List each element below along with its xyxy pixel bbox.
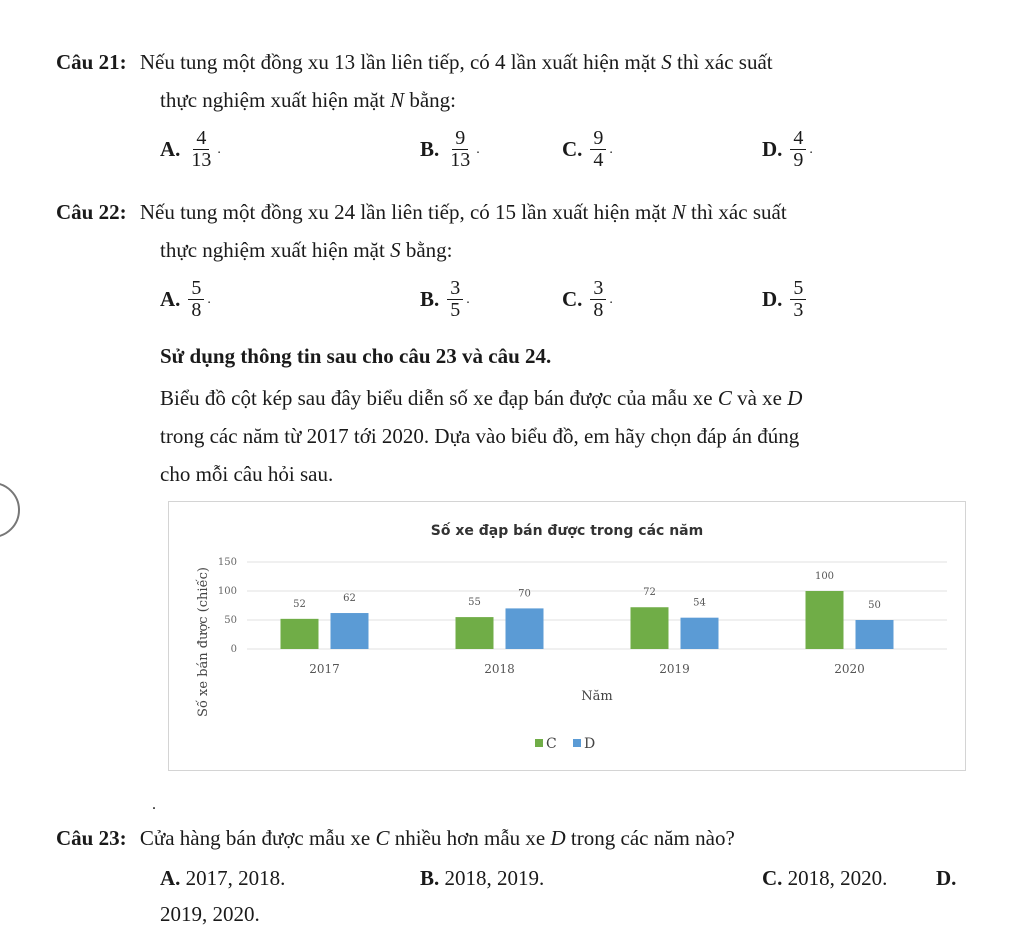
q22-text-end: thì xác suất <box>691 200 787 224</box>
q21-text2: thực nghiệm xuất hiện mặt <box>160 88 385 112</box>
option-label: A. <box>160 866 181 890</box>
q21-option-c[interactable]: C. $\frac{9}{4}$ . <box>562 127 613 171</box>
denominator: 9 <box>793 149 804 171</box>
option-label: B. <box>420 287 440 311</box>
q22-option-c[interactable]: C. $\frac{3}{8}$ . <box>562 277 613 321</box>
q21-text: Nếu tung một đồng xu 13 lần liên tiếp, có 4 lần xuất hiện mặt <box>139 50 656 74</box>
option-text: 2017, 2018. <box>185 866 286 890</box>
numerator: 9 <box>452 128 468 150</box>
info-var-d: D <box>787 386 803 410</box>
data-label: 52 <box>293 598 306 610</box>
chart-title: Số xe đạp bán được trong các năm <box>430 523 704 539</box>
category-label: 2017 <box>309 662 340 676</box>
legend-swatch-C <box>535 739 543 747</box>
q22-line2 <box>160 238 452 263</box>
y-tick-label: 50 <box>224 615 237 626</box>
x-categories <box>309 662 865 676</box>
fraction <box>447 278 463 321</box>
q22-text2-end: bằng: <box>405 238 453 262</box>
legend-swatch-D <box>573 739 581 747</box>
fraction <box>447 128 473 171</box>
option-label: C. <box>762 866 783 890</box>
option-label: D. <box>762 287 783 311</box>
y-ticks <box>218 557 237 655</box>
q21-option-d[interactable]: D. $\frac{4}{9}$ . <box>762 127 813 171</box>
denominator: 13 <box>450 149 471 171</box>
q23-text2: nhiều hơn mẫu xe <box>394 826 546 850</box>
info-line1 <box>160 386 802 411</box>
fraction <box>590 128 606 171</box>
q21-number: Câu 21: <box>56 50 127 74</box>
fraction <box>188 128 214 171</box>
info-line3: cho mỗi câu hỏi sau. <box>160 462 334 486</box>
q23-option-c[interactable] <box>762 866 887 891</box>
data-label: 100 <box>814 571 835 582</box>
denominator: 5 <box>450 299 461 321</box>
data-label: 55 <box>468 597 481 609</box>
bar-D-2017 <box>331 613 369 649</box>
numerator: 4 <box>193 128 209 150</box>
option-label: A. <box>160 137 181 161</box>
q22-option-b[interactable]: B. $\frac{3}{5}$ . <box>420 277 470 321</box>
q21-option-a[interactable]: A. $\frac{4}{13}$ . <box>160 127 221 171</box>
numerator: 5 <box>790 278 806 300</box>
fraction <box>790 128 806 171</box>
category-label: 2019 <box>659 662 690 676</box>
y-tick-label: 0 <box>230 644 237 655</box>
option-label: C. <box>562 287 583 311</box>
q22-line1 <box>56 200 787 225</box>
q23-var-c: C <box>375 826 390 850</box>
data-label: 62 <box>343 593 356 605</box>
info-text1b: và xe <box>737 386 782 410</box>
category-label: 2020 <box>834 662 865 676</box>
decorative-circle <box>0 482 20 538</box>
option-label: D. <box>762 137 783 161</box>
data-label: 54 <box>693 597 706 609</box>
q23-option-d-label[interactable]: D. <box>936 866 957 890</box>
legend-label-D: D <box>584 736 596 752</box>
bar-C-2019 <box>631 607 669 649</box>
q22-option-a[interactable]: A. $\frac{5}{8}$ . <box>160 277 211 321</box>
fraction <box>188 278 204 321</box>
bar-C-2020 <box>806 591 844 649</box>
category-label: 2018 <box>484 662 515 676</box>
q22-var-n: N <box>671 200 686 224</box>
info-line2: trong các năm từ 2017 tới 2020. Dựa vào biểu đồ, em hãy chọn đáp án đúng <box>160 424 800 448</box>
option-text: 2018, 2019. <box>444 866 545 890</box>
q23-option-a[interactable] <box>160 866 285 891</box>
q21-option-b[interactable]: B. $\frac{9}{13}$ . <box>420 127 480 171</box>
q23-text3: trong các năm nào? <box>570 826 735 850</box>
x-axis-label: Năm <box>581 689 613 704</box>
option-text: 2018, 2020. <box>787 866 888 890</box>
denominator: 8 <box>191 299 202 321</box>
numerator: 9 <box>590 128 606 150</box>
bar-C-2017 <box>281 619 319 649</box>
y-tick-label: 150 <box>217 557 237 568</box>
bar-D-2019 <box>681 618 719 649</box>
chart-container <box>168 501 966 771</box>
fraction <box>790 278 806 321</box>
bar-D-2020 <box>856 620 894 649</box>
q22-text: Nếu tung một đồng xu 24 lần liên tiếp, có 15 lần xuất hiện mặt <box>139 200 667 224</box>
q22-var-s: S <box>390 238 401 262</box>
legend-label-C: C <box>546 736 557 752</box>
stray-mark: . <box>152 796 156 813</box>
q23-text: Cửa hàng bán được mẫu xe <box>139 826 371 850</box>
q22-number: Câu 22: <box>56 200 127 224</box>
numerator: 3 <box>590 278 606 300</box>
numerator: 3 <box>447 278 463 300</box>
q23-option-d-text[interactable]: 2019, 2020. <box>160 902 260 926</box>
info-text1: Biểu đồ cột kép sau đây biểu diễn số xe đạp bán được của mẫu xe <box>160 386 713 410</box>
data-label: 70 <box>518 588 531 600</box>
q21-var-n: N <box>390 88 405 112</box>
denominator: 8 <box>593 299 604 321</box>
info-heading: Sử dụng thông tin sau cho câu 23 và câu 24. <box>160 344 552 368</box>
q23-line1 <box>56 826 735 851</box>
denominator: 4 <box>593 149 604 171</box>
q22-option-d[interactable] <box>762 278 806 321</box>
q21-line2 <box>160 88 456 113</box>
data-label: 72 <box>643 587 656 599</box>
option-label: B. <box>420 137 440 161</box>
bar-chart <box>169 502 965 770</box>
y-tick-label: 100 <box>217 586 237 597</box>
option-label: A. <box>160 287 181 311</box>
q21-var-s: S <box>661 50 672 74</box>
fraction <box>590 278 606 321</box>
bar-D-2018 <box>506 608 544 649</box>
bar-C-2018 <box>456 617 494 649</box>
numerator: 4 <box>790 128 806 150</box>
denominator: 3 <box>793 299 804 321</box>
q21-text2-end: bằng: <box>409 88 456 112</box>
numerator: 5 <box>188 278 204 300</box>
option-label: B. <box>420 866 440 890</box>
q23-option-b[interactable] <box>420 866 544 891</box>
y-axis-label: Số xe bán được (chiếc) <box>196 567 211 717</box>
q22-text2: thực nghiệm xuất hiện mặt <box>160 238 385 262</box>
bars <box>281 571 894 649</box>
option-label: C. <box>562 137 583 161</box>
q23-number: Câu 23: <box>56 826 127 850</box>
data-label: 50 <box>868 600 881 611</box>
legend <box>535 736 595 752</box>
q21-text-end: thì xác suất <box>677 50 773 74</box>
denominator: 13 <box>191 149 212 171</box>
info-var-c: C <box>717 386 732 410</box>
q23-var-d: D <box>550 826 566 850</box>
q21-line1 <box>56 50 773 75</box>
